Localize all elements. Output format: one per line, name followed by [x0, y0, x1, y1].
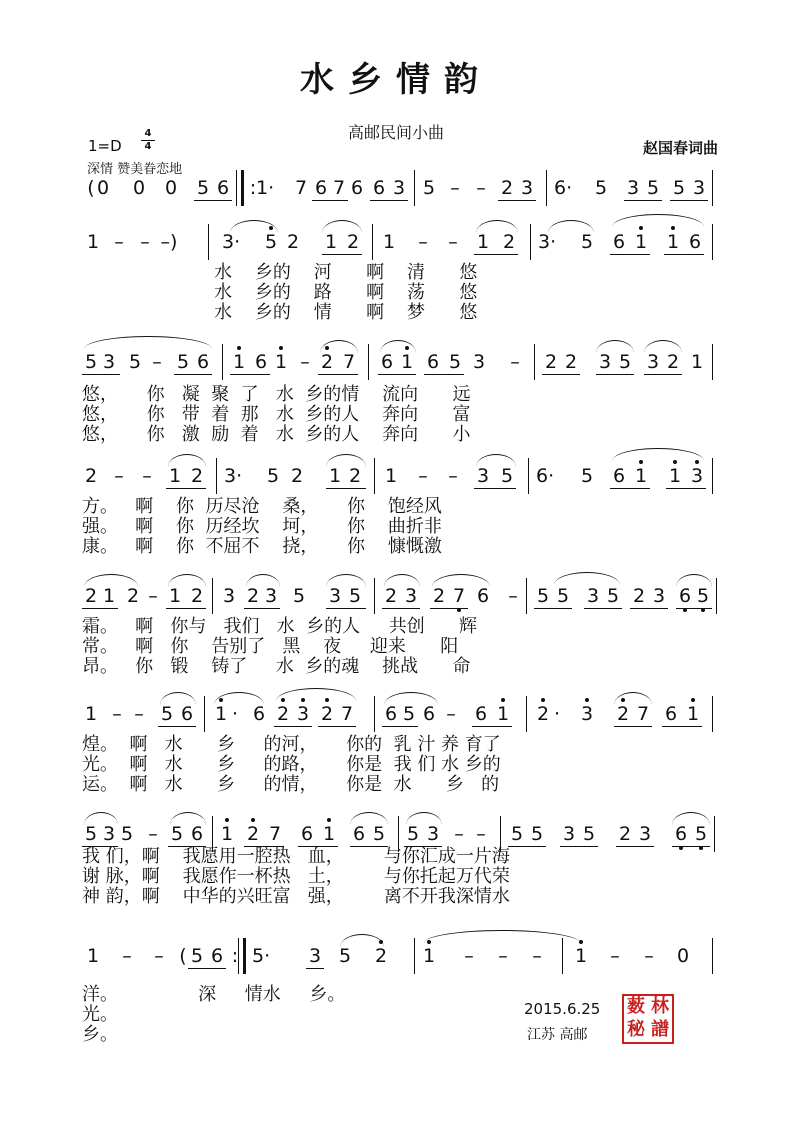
note: 5	[422, 177, 436, 199]
note: –	[140, 231, 150, 253]
note: 3	[586, 585, 600, 607]
note: 3	[562, 823, 576, 845]
note: 5	[262, 232, 280, 252]
composer-credit: 赵国春词曲	[642, 139, 718, 157]
note: 6	[254, 351, 268, 373]
note: 7	[268, 823, 282, 845]
note: 2	[348, 465, 362, 487]
note: 6	[252, 703, 266, 725]
lyric-line: 谢 脉，啊 我愿作一杯热 土， 与你托起万代荣	[82, 866, 510, 887]
note: 3	[404, 585, 418, 607]
note: 3	[294, 704, 312, 724]
note: 5	[510, 823, 524, 845]
note: 3	[520, 177, 534, 199]
note: 6	[612, 231, 626, 253]
note: 1	[398, 352, 416, 372]
note: –	[114, 465, 124, 487]
note: 1·	[256, 177, 275, 199]
note: –	[454, 823, 464, 845]
note: 1	[632, 232, 650, 252]
note: 5·	[252, 945, 271, 967]
note: 1	[476, 231, 490, 253]
note: 0	[164, 177, 178, 199]
note: 3	[476, 465, 490, 487]
note: 6·	[536, 465, 555, 487]
note: 2	[372, 946, 390, 966]
song-subtitle: 高邮民间小曲	[347, 123, 444, 142]
lyric-line: 水 乡的 路 啊 荡 悠	[214, 282, 478, 303]
note: 7	[294, 177, 308, 199]
note: 6	[688, 231, 702, 253]
note: 7	[332, 177, 346, 199]
note: –	[154, 945, 164, 967]
note: –	[418, 465, 428, 487]
note: 1	[420, 946, 438, 966]
note: –	[448, 231, 458, 253]
note: 5	[292, 585, 306, 607]
note: 5	[190, 945, 204, 967]
note: 5	[692, 824, 710, 844]
note: 6	[372, 177, 386, 199]
lyric-line: 悠， 你 凝 聚 了 水 乡的情 流向 远	[82, 384, 471, 405]
lyric-line: 常。 啊 你 告别了 黑 夜 迎来 阳	[82, 636, 459, 657]
note: 1	[572, 946, 590, 966]
note: 2	[564, 351, 578, 373]
note: 3	[328, 585, 342, 607]
note: 6	[422, 703, 436, 725]
lyric-line: 水 乡的 情 啊 梦 悠	[214, 302, 478, 323]
note: 3·	[224, 465, 243, 487]
note: –	[418, 231, 428, 253]
note: 5	[372, 823, 386, 845]
note: –	[142, 465, 152, 487]
note: 5	[580, 231, 594, 253]
note: 6	[476, 585, 490, 607]
note: 2	[290, 465, 304, 487]
note: 5	[338, 945, 352, 967]
note: 5	[196, 177, 210, 199]
note: 1	[666, 466, 684, 486]
note: 5	[672, 177, 686, 199]
note: –	[300, 351, 310, 373]
time-sig-top: 4	[144, 128, 152, 139]
note: 6	[426, 351, 440, 373]
note: 1	[320, 824, 338, 844]
lyric-line: 神 韵，啊 中华的兴旺富 强， 离不开我深情水	[82, 886, 510, 907]
note: 6	[196, 351, 210, 373]
note: 6	[672, 824, 690, 844]
note: 2	[618, 823, 632, 845]
note: 1	[230, 352, 248, 372]
note: 2	[190, 585, 204, 607]
note: –	[446, 703, 456, 725]
note: ·	[231, 703, 239, 725]
note: 6	[384, 703, 398, 725]
note: 2	[632, 585, 646, 607]
note: 3	[646, 351, 660, 373]
note: 1	[690, 351, 704, 373]
note: 1	[384, 465, 398, 487]
note: 3	[222, 585, 236, 607]
note: 5	[536, 585, 550, 607]
note: –	[450, 177, 460, 199]
note: 3	[392, 177, 406, 199]
note: 5	[160, 703, 174, 725]
note: 1	[86, 945, 100, 967]
note: 1	[664, 232, 682, 252]
date-stamp: 2015.6.25	[524, 1000, 601, 1018]
note: 2	[244, 824, 262, 844]
note: 7	[450, 586, 468, 606]
note: 5	[582, 823, 596, 845]
place-label: 江苏 高邮	[527, 1027, 588, 1043]
note: –	[610, 945, 620, 967]
note: 3	[652, 585, 666, 607]
note: 2	[534, 704, 552, 724]
seal-char: 林	[651, 996, 669, 1017]
note: 5	[694, 586, 712, 606]
note: 1	[212, 704, 230, 724]
note: 3	[578, 704, 596, 724]
note: 0	[676, 945, 690, 967]
staff-line-intro	[0, 178, 792, 214]
lyric-line: 强。 啊 你 历经坎 坷， 你 曲折非	[82, 516, 442, 537]
note: 2	[666, 351, 680, 373]
lyric-line: 乡。	[82, 1024, 118, 1045]
note: 7	[342, 351, 356, 373]
note: 2	[246, 585, 260, 607]
note: 2	[274, 704, 292, 724]
note: 6	[216, 177, 230, 199]
note: 6	[612, 465, 626, 487]
note: 6	[210, 945, 224, 967]
bracket-mark: (	[87, 177, 95, 199]
note: 2	[318, 352, 336, 372]
note: 3·	[222, 231, 241, 253]
expression-marking: 深情 赞美眷恋地	[87, 162, 183, 177]
seal-char: 薮	[627, 996, 645, 1017]
note: 7	[636, 703, 650, 725]
note: 2	[190, 465, 204, 487]
note: 1	[84, 703, 98, 725]
note: 6	[676, 586, 694, 606]
note: 2	[84, 585, 98, 607]
note: 5	[120, 823, 134, 845]
note: 2	[384, 585, 398, 607]
note: 6	[300, 823, 314, 845]
repeat-dots: :	[249, 177, 257, 199]
staff-line-7	[0, 946, 792, 982]
lyric-line: 我 们，啊 我愿用一腔热 血， 与你汇成一片海	[82, 846, 510, 867]
repeat-barline	[238, 938, 246, 974]
note: 5	[402, 703, 416, 725]
note: 6	[350, 177, 364, 199]
note: 5	[176, 351, 190, 373]
note: 1	[272, 352, 290, 372]
note: 5	[348, 585, 362, 607]
note: 2	[346, 231, 360, 253]
note: –	[498, 945, 508, 967]
lyric-line: 方。 啊 你 历尽沧 桑， 你 饱经风	[82, 496, 442, 517]
note: 1	[632, 466, 650, 486]
song-title: 水乡情韵	[300, 60, 492, 100]
note: –	[476, 177, 486, 199]
note: 1	[168, 465, 182, 487]
note: 5	[266, 465, 280, 487]
note: 2	[502, 231, 516, 253]
note: 3	[638, 823, 652, 845]
note: 2	[500, 177, 514, 199]
note: 5	[170, 823, 184, 845]
note: 3	[102, 351, 116, 373]
seal-char: 譜	[651, 1019, 669, 1040]
note: 5	[646, 177, 660, 199]
note: 2	[544, 351, 558, 373]
note: 5	[500, 465, 514, 487]
note: 5	[618, 351, 632, 373]
note: 5	[606, 585, 620, 607]
note: –	[148, 823, 158, 845]
note: 7	[340, 703, 354, 725]
lyric-line: 运。 啊 水 乡 的情， 你是 水 乡 的	[82, 774, 500, 795]
note: –	[532, 945, 542, 967]
note: –	[134, 703, 144, 725]
note: 5	[84, 823, 98, 845]
lyric-line: 康。 啊 你 不屈不 挠， 你 慷慨激	[82, 536, 442, 557]
note: –	[448, 465, 458, 487]
note: –	[152, 351, 162, 373]
note: 3	[472, 351, 486, 373]
note: 3	[264, 585, 278, 607]
note: 5	[530, 823, 544, 845]
note: 1	[494, 704, 512, 724]
note: 1	[324, 231, 338, 253]
note: 5	[448, 351, 462, 373]
note: 6	[664, 703, 678, 725]
note: 6	[190, 823, 204, 845]
repeat-dots: :	[231, 945, 239, 967]
note: 5	[128, 351, 142, 373]
note: 6	[474, 703, 488, 725]
note: –	[644, 945, 654, 967]
note: 5	[406, 823, 420, 845]
note: 1	[168, 585, 182, 607]
note: 1	[86, 231, 100, 253]
note: 5	[594, 177, 608, 199]
note: 6	[314, 177, 328, 199]
note: 5	[556, 585, 570, 607]
note: 5	[580, 465, 594, 487]
note: –	[508, 585, 518, 607]
note: –)	[160, 231, 178, 253]
note: 3	[626, 177, 640, 199]
note: –	[114, 231, 124, 253]
lyric-line: 霜。 啊 你与 我们 水 乡的人 共创 辉	[82, 616, 478, 637]
seal-char: 秘	[627, 1019, 645, 1040]
time-signature	[141, 129, 155, 152]
lyric-line: 洋。 深 情水 乡。	[82, 984, 346, 1005]
lyric-line: 光。 啊 水 乡 的路， 你是 我 们 水 乡的	[82, 754, 501, 775]
note: 0	[96, 177, 110, 199]
note: 1	[382, 231, 396, 253]
staff-line-2	[0, 352, 792, 388]
note: 3	[692, 177, 706, 199]
note: 2	[126, 585, 140, 607]
note: 6	[380, 351, 394, 373]
note: 2	[84, 465, 98, 487]
note: 2	[432, 585, 446, 607]
lyric-line: 悠， 你 带 着 那 水 乡的人 奔向 富	[82, 404, 471, 425]
note: 3	[688, 466, 706, 486]
key-signature: 1=D	[88, 137, 122, 155]
lyric-line: 水 乡的 河 啊 清 悠	[214, 262, 478, 283]
note: 3	[426, 823, 440, 845]
note: –	[464, 945, 474, 967]
note: –	[112, 703, 122, 725]
note: 3	[308, 945, 322, 967]
note: 1	[102, 585, 116, 607]
note: 3	[102, 823, 116, 845]
note: 3	[598, 351, 612, 373]
note: –	[476, 823, 486, 845]
note: 2	[318, 704, 336, 724]
note: 1	[218, 824, 236, 844]
note: 2	[614, 704, 632, 724]
note: 6	[352, 823, 366, 845]
repeat-barline	[236, 170, 244, 206]
note: 1	[328, 465, 342, 487]
note: (	[179, 945, 187, 967]
note: 2	[286, 231, 300, 253]
seal-stamp	[622, 994, 674, 1044]
note: –	[510, 351, 520, 373]
note: 5	[84, 351, 98, 373]
note: 1	[684, 704, 702, 724]
lyric-line: 悠， 你 激 励 着 水 乡的人 奔向 小	[82, 424, 471, 445]
lyric-line: 煌。 啊 水 乡 的河， 你的 乳 汁 养 育了	[82, 734, 501, 755]
lyric-line: 昂。 你 锻 铸了 水 乡的魂 挑战 命	[82, 656, 471, 677]
note: 0	[132, 177, 146, 199]
time-sig-bottom: 4	[144, 141, 152, 152]
lyric-line: 光。	[82, 1004, 118, 1025]
note: 3·	[538, 231, 557, 253]
note: 6·	[554, 177, 573, 199]
note: –	[122, 945, 132, 967]
note: ·	[553, 703, 561, 725]
note: –	[148, 585, 158, 607]
note: 6	[180, 703, 194, 725]
